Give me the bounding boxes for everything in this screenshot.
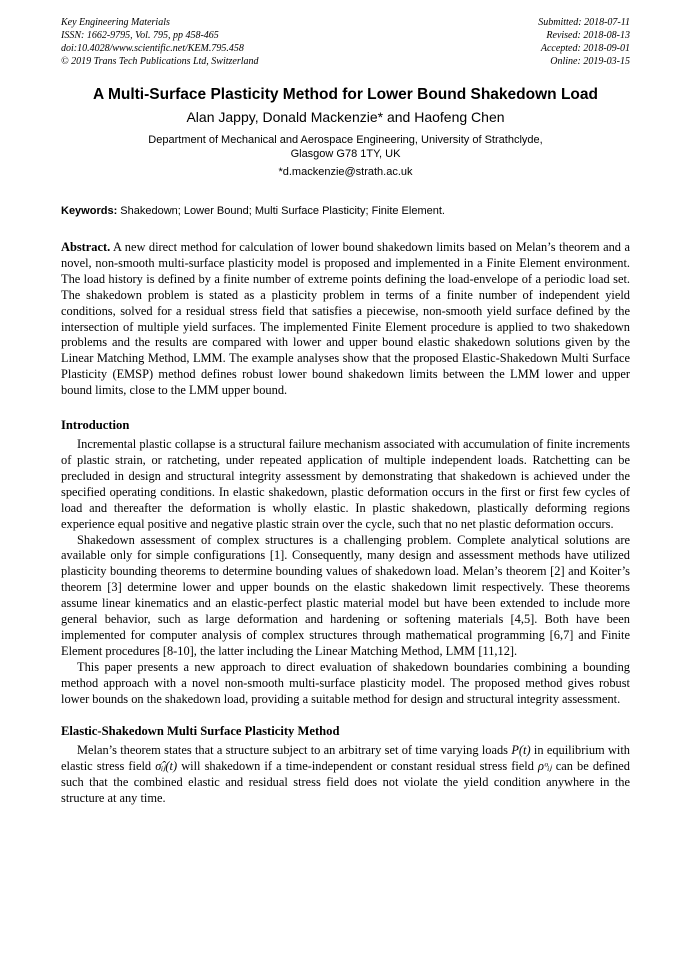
journal-info (61, 16, 259, 68)
date-revised: Revised: 2018-08-13 (546, 30, 630, 41)
abstract-label: Abstract. (61, 240, 111, 254)
melan-text-pre: Melan’s theorem states that a structure subject to an arbitrary set of time varying loads (77, 743, 512, 758)
keywords-block (61, 204, 630, 218)
math-residual-stress-term: ρᵒᵢⱼ (538, 759, 552, 774)
journal-name: Key Engineering Materials (61, 17, 170, 28)
math-elastic-stress-term: σ̂ᵢⱼ(t) (155, 759, 178, 774)
affiliation-line-2: Glasgow G78 1TY, UK (290, 147, 401, 160)
date-submitted: Submitted: 2018-07-11 (538, 17, 630, 28)
journal-issn-volume: ISSN: 1662-9795, Vol. 795, pp 458-465 (61, 30, 219, 41)
affiliation-block (61, 134, 630, 161)
journal-masthead (61, 16, 630, 68)
journal-doi: doi:10.4028/www.scientific.net/KEM.795.458 (61, 43, 244, 54)
submission-dates (538, 16, 630, 68)
corresponding-email: *d.mackenzie@strath.ac.uk (278, 166, 413, 178)
introduction-paragraph-2: Shakedown assessment of complex structures is a challenging problem. Complete analytical solutions are available only for simple configurations [1]. Consequently, many design and assessment methods have utilized plasticity bounding theorems to determine bounding values of shakedown load. Melan’s theorem [2] and Koiter’s theorem [3] determine lower and upper bounds on the elastic shakedown limit respectively. These theorems assume linear kinematics and an elastic-perfect plastic material model but have been extended to include more general behavior, such as large deformation and hardening or softening materials [4,5]. Both have been implemented for computer analysis of complex structures through mathematical programming [6,7] and Finite Element procedures [8-10], the latter including the Linear Matching Method, LMM [11,12]. (61, 532, 630, 658)
keywords-text: Shakedown; Lower Bound; Multi Surface Plasticity; Finite Element. (117, 205, 445, 217)
section-heading-introduction: Introduction (61, 418, 130, 433)
date-online: Online: 2019-03-15 (550, 56, 630, 67)
melan-text-mid2: will shakedown if a time-independent or constant residual stress field (177, 759, 539, 774)
melan-text-post: can be defined such that the combined elastic and residual stress field does not violate the yield condition anywhere in the structure at any time. (61, 759, 630, 806)
emsp-paragraph-1 (61, 743, 630, 807)
affiliation-line-1: Department of Mechanical and Aerospace Engineering, University of Strathclyde, (148, 134, 543, 146)
introduction-paragraph-1: Incremental plastic collapse is a structural failure mechanism associated with accumulation of finite increments of plastic strain, or ratcheting, under repeated application of multiple independent loads. Ratchetting can be precluded in design and structural integrity assessment by demonstrating that shakedown is achieved under the specified operating conditions. In elastic shakedown, plastic deformation occurs in the first or first few cycles of load and thereafter the deformation is wholly elastic. In plastic shakedown, plastically deforming regions experience equal positive and negative plastic strain over the cycle, such that no net plastic deformation occurs. (61, 437, 630, 531)
melan-text-mid1: in equilibrium with elastic stress field (61, 743, 630, 774)
date-accepted: Accepted: 2018-09-01 (540, 43, 630, 54)
authors-line: Alan Jappy, Donald Mackenzie* and Haofeng Chen (186, 109, 505, 125)
keywords-label: Keywords: (61, 205, 118, 217)
section-heading-emsp-method: Elastic-Shakedown Multi Surface Plasticity Method (61, 724, 340, 739)
math-load-term: P(t) (511, 743, 531, 758)
abstract-block (61, 240, 630, 399)
introduction-paragraph-3: This paper presents a new approach to direct evaluation of shakedown boundaries combining a bounding method approach with a novel non-smooth multi-surface plasticity model. The proposed method gives robust lower bounds on the shakedown load, providing a suitable method for design and structural integrity assessment. (61, 659, 630, 706)
abstract-text: A new direct method for calculation of lower bound shakedown limits based on Melan’s theorem and a novel, non-smooth multi-surface plasticity model is proposed and implemented in a Finite Element environment. The load history is defined by a finite number of extreme points defining the load-envelope of a periodic load set. The shakedown problem is stated as a plasticity problem in terms of a finite number of independent yield conditions, solved for a residual stress field that satisfies a piecewise, non-smooth yield surface defined by the intersection of multiple yield surfaces. The implemented Finite Element procedure is applied to two shakedown problems and the results are compared with lower and upper bound elastic shakedown solutions given by the Linear Matching Method, LMM. The example analyses show that the proposed Elastic-Shakedown Multi Surface Plasticity (EMSP) method defines robust lower bound shakedown limits between the LMM lower and upper bound limits, close to the LMM upper bound. (61, 240, 630, 398)
paper-title: A Multi-Surface Plasticity Method for Lower Bound Shakedown Load (93, 86, 598, 103)
journal-copyright: © 2019 Trans Tech Publications Ltd, Switzerland (61, 56, 259, 67)
